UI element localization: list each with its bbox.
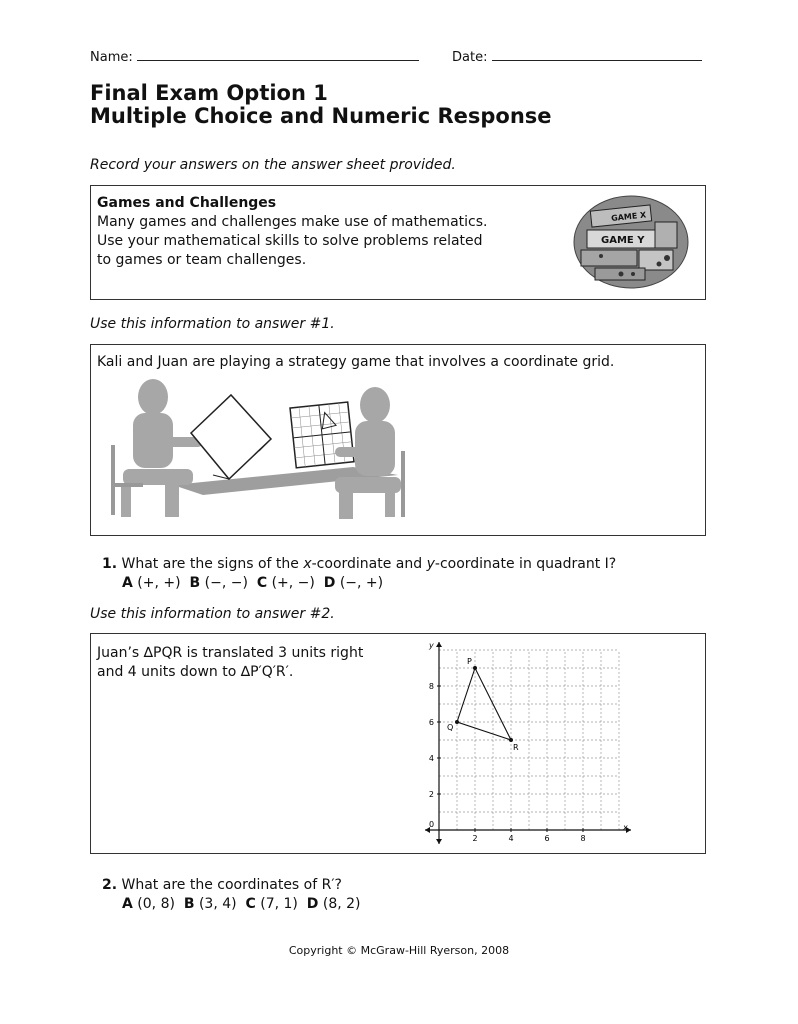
vertex-label-r: R [513,743,519,752]
title-line-2: Multiple Choice and Numeric Response [90,104,552,128]
x-tick-label: 8 [580,834,586,843]
q1-number: 1. [102,556,118,572]
q1-option-c[interactable]: C (+, −) [256,575,315,591]
q2-option-d[interactable]: D (8, 2) [306,896,361,912]
vertex-label-q: Q [447,723,454,732]
players-illustration [103,375,413,525]
q1-options [102,574,616,593]
games-box-text [97,194,487,270]
q2-number: 2. [102,877,118,893]
y-tick-label: 8 [428,682,434,691]
coordinate-grid [409,640,628,850]
question-2 [102,876,361,914]
q1-option-a[interactable]: A (+, +) [122,575,181,591]
title-line-1: Final Exam Option 1 [90,81,328,105]
date-label: Date: [452,50,488,65]
instructions: Record your answers on the answer sheet provided. [90,157,456,173]
q1-var-x: x [303,556,312,572]
question-1 [102,555,616,593]
x-tick-label: 6 [544,834,550,843]
y-tick-label: 6 [428,718,434,727]
box2-line-1: Juan’s ∆PQR is translated 3 units right [97,645,364,661]
q1-text-b: -coordinate and [311,556,427,572]
x-tick-label: 4 [508,834,514,843]
vertex-label-p: P [467,657,472,666]
q1-text-a: What are the signs of the [121,556,304,572]
games-box-line-2: Use your mathematical skills to solve problems related [97,233,483,249]
q2-option-a[interactable]: A (0, 8) [122,896,175,912]
y-tick-label: 2 [428,790,434,799]
copyright-footer: Copyright © McGraw-Hill Ryerson, 2008 [288,944,510,957]
name-label: Name: [90,50,133,65]
name-field[interactable] [90,48,419,65]
x-tick-label: 2 [472,834,478,843]
q2-option-c[interactable]: C (7, 1) [245,896,298,912]
y-axis-label: y [429,641,434,650]
game-x-label: GAME X [610,210,647,224]
vertex-p [473,666,477,670]
y-axis-arrow-down [436,839,442,844]
q1-option-b[interactable]: B (−, −) [189,575,248,591]
q1-option-d[interactable]: D (−, +) [323,575,384,591]
y-tick-label: 4 [428,754,434,763]
scenario-box-2 [90,633,706,854]
info-1: Use this information to answer #1. [90,316,335,332]
vertex-q [455,720,459,724]
vertex-r [509,738,513,742]
box2-text [97,644,363,682]
q2-option-b[interactable]: B (3, 4) [183,896,237,912]
date-blank[interactable] [492,48,702,61]
origin-label: 0 [429,820,435,829]
x-axis-label: x [623,823,628,832]
q1-var-y: y [426,556,435,572]
games-box-line-3: to games or team challenges. [97,252,307,268]
page-title [90,82,552,128]
games-box-heading: Games and Challenges [97,195,277,211]
box1-text: Kali and Juan are playing a strategy game that involves a coordinate grid. [97,354,615,370]
q2-text: What are the coordinates of R′? [121,877,342,893]
games-box-line-1: Many games and challenges make use of mathematics. [97,214,488,230]
game-y-label: GAME Y [601,235,645,246]
q2-options [102,895,361,914]
scenario-box-1 [90,344,706,536]
q1-text-c: -coordinate in quadrant I? [434,556,617,572]
info-2: Use this information to answer #2. [90,606,335,622]
name-blank[interactable] [137,48,419,61]
game-boxes-illustration [571,192,691,292]
y-axis-arrow-up [436,642,442,647]
games-challenges-box [90,185,706,300]
box2-line-2: and 4 units down to ∆P′Q′R′. [97,664,294,680]
date-field[interactable] [452,48,702,65]
